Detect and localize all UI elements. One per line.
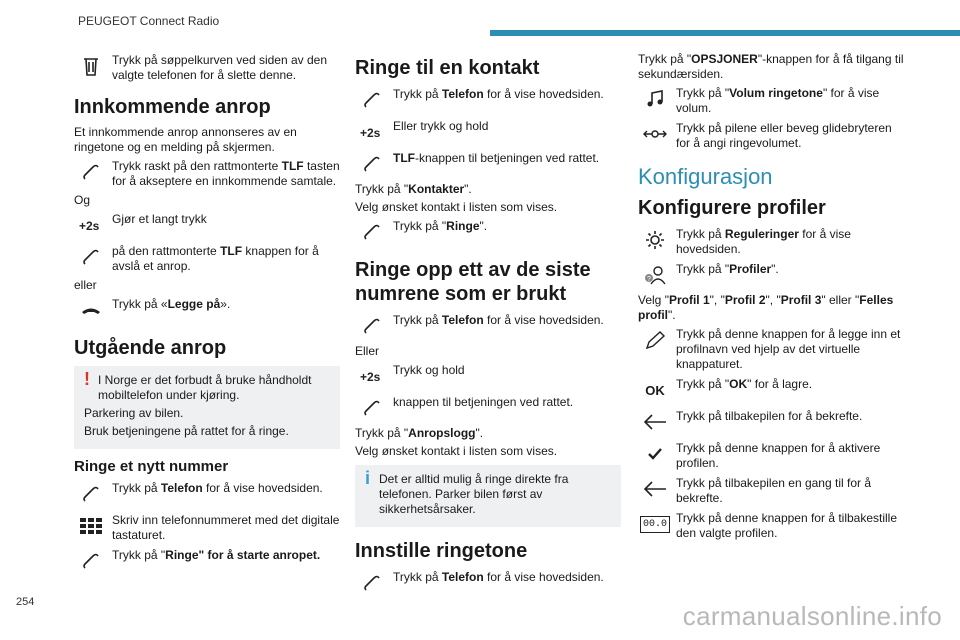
checkmark-icon: [638, 440, 672, 468]
heading-config: Konfigurasjon: [638, 164, 773, 189]
phone-icon: [74, 480, 108, 508]
heading-incoming: Innkommende anrop: [74, 96, 271, 118]
warning-line-2: Parkering av bilen.: [84, 406, 184, 420]
wheel-text: knappen til betjeningen ved rattet.: [393, 395, 574, 409]
heading-new-number: Ringe et nytt nummer: [74, 458, 229, 475]
phone-bold: Telefon: [160, 481, 203, 495]
phone-icon: [355, 312, 389, 340]
hold-or-text: Eller trykk og hold: [393, 119, 489, 133]
warning-icon: !: [84, 369, 90, 389]
heading-ringtone: Innstille ringetone: [355, 540, 528, 562]
hangup-b: ».: [220, 297, 231, 311]
svg-text:?: ?: [647, 276, 651, 283]
ok-bold: OK: [729, 377, 748, 391]
options-bold: OPSJONER: [691, 52, 758, 66]
tlf-b: -knappen til betjeningen ved rattet.: [415, 151, 600, 165]
hangup-bold: Legge på: [167, 297, 221, 311]
choose-text-2: Velg ønsket kontakt i listen som vises.: [355, 444, 558, 458]
options-a: Trykk på ": [638, 52, 692, 66]
tlf-text-a: Trykk raskt på den rattmonterte: [112, 159, 282, 173]
long-press-text: Gjør et langt trykk: [112, 212, 207, 226]
options-b: "-knappen for å få tilgang til sekundærsiden.: [638, 52, 904, 81]
choose-a: Velg ": [638, 293, 669, 307]
phone-bold: Telefon: [441, 87, 484, 101]
profile-icon: [638, 261, 672, 289]
contacts-a: Trykk på ": [355, 182, 409, 196]
log-bold: Anropslogg: [408, 426, 476, 440]
ring-step: [355, 218, 621, 246]
ok-b: " for å lagre.: [747, 377, 813, 391]
phone-icon: [74, 158, 108, 186]
svg-text:+2s: +2s: [360, 370, 381, 384]
phone-step: [355, 86, 621, 114]
info-text: Det er alltid mulig å ringe direkte fra telefonen. Parker bilen først av sikkerhetsårsaker.: [379, 472, 569, 516]
reset-icon-label: 00.0: [640, 516, 670, 533]
long-press-2s-icon: [355, 362, 389, 390]
ok-step: [638, 376, 904, 404]
sep3: " eller ": [821, 293, 860, 307]
phone-icon: [355, 218, 389, 246]
tlf-accept-step: [74, 158, 340, 189]
phone-icon: [355, 86, 389, 114]
volume-step: [638, 85, 904, 116]
music-note-icon: [638, 85, 672, 113]
ok-icon-label: OK: [645, 382, 665, 398]
ring-a: Trykk på ": [393, 219, 447, 233]
tlf-bold: TLF: [393, 151, 415, 165]
tlf-step: [355, 150, 621, 178]
back-step-2: [638, 475, 904, 506]
settings-b: for å vise hovedsiden.: [676, 227, 851, 256]
svg-text:+2s: +2s: [79, 219, 100, 233]
choose-b: ".: [668, 308, 676, 322]
back-arrow-icon: [638, 408, 672, 436]
hold-step: [355, 118, 621, 146]
watermark: carmanualsonline.info: [682, 601, 942, 631]
trash-step: [74, 52, 340, 83]
ok-icon: [638, 376, 672, 404]
phone-bold: Telefon: [441, 570, 484, 584]
activate-step: [638, 440, 904, 471]
tlf-reject-step: [74, 243, 340, 274]
reset-icon: [638, 510, 672, 538]
trash-text: Trykk på søppelkurven ved siden av den valgte telefonen for å slette denne.: [112, 53, 327, 82]
ring-bold: Ringe: [446, 219, 480, 233]
choose-text: Velg ønsket kontakt i listen som vises.: [355, 200, 558, 214]
phone-a: Trykk på: [112, 481, 161, 495]
phone-icon: [355, 150, 389, 178]
back-text-1: Trykk på tilbakepilen for å bekrefte.: [676, 409, 863, 423]
slider-arrows-icon: [638, 120, 672, 148]
phone-b: for å vise hovedsiden.: [483, 570, 604, 584]
tlf-bold: TLF: [281, 159, 304, 173]
profiler-bold: Profiler: [729, 262, 772, 276]
page-number: 254: [16, 596, 35, 608]
settings-step: [638, 226, 904, 257]
press-hold-step: [355, 362, 621, 390]
slider-step: [638, 120, 904, 151]
vol-b: " for å vise volum.: [676, 86, 880, 115]
column-right: [638, 52, 904, 545]
pen-step: [638, 326, 904, 372]
phone-bold: Telefon: [441, 313, 484, 327]
column-middle: [355, 52, 621, 601]
profiler-b: ".: [771, 262, 779, 276]
phone-b: for å vise hovedsiden.: [483, 313, 604, 327]
phone-step: [74, 480, 340, 508]
gear-icon: [638, 226, 672, 254]
info-icon: i: [365, 468, 371, 488]
keypad-icon: [74, 512, 108, 540]
call-step: [74, 547, 340, 575]
profil-1: Profil 1: [668, 293, 710, 307]
tlf2-bold: TLF: [220, 244, 243, 258]
column-left: [74, 52, 340, 579]
phone-icon: [74, 547, 108, 575]
log-a: Trykk på ": [355, 426, 409, 440]
warning-line-1: I Norge er det forbudt å bruke håndholdt mobiltelefon under kjøring.: [98, 373, 312, 402]
felles-profil: Felles profil: [638, 293, 894, 322]
back-arrow-icon: [638, 475, 672, 503]
phone-icon: [355, 569, 389, 597]
warning-line-3: Bruk betjeningene på rattet for å ringe.: [84, 424, 289, 438]
arrows-text: Trykk på pilene eller beveg glidebryteren for å angi ringevolumet.: [676, 121, 892, 150]
phone-a: Trykk på: [393, 313, 442, 327]
tlf2-b: knappen for å avslå et anrop.: [112, 244, 319, 273]
activate-text: Trykk på denne knappen for å aktivere profilen.: [676, 441, 881, 470]
header-accent-bar: [490, 30, 960, 36]
log-b: ".: [475, 426, 484, 440]
pen-icon: [638, 326, 672, 354]
phone-step: [355, 312, 621, 340]
settings-bold: Reguleringer: [724, 227, 799, 241]
wheel-step: [355, 394, 621, 422]
info-box: [355, 465, 621, 527]
call-bold: Ringe" for å starte anropet.: [165, 548, 321, 562]
vol-bold: Volum ringetone: [729, 86, 823, 100]
tlf2-a: på den rattmonterte: [112, 244, 221, 258]
incoming-intro: Et innkommende anrop annonseres av en ringetone og en melding på skjermen.: [74, 125, 297, 154]
running-header: PEUGEOT Connect Radio: [78, 14, 220, 28]
heading-outgoing: Utgående anrop: [74, 337, 227, 359]
phone-icon: [355, 394, 389, 422]
phone-b: for å vise hovedsiden.: [483, 87, 604, 101]
pen-text: Trykk på denne knappen for å legge inn et profilnavn ved hjelp av det virtuelle knappaturet.: [676, 327, 901, 371]
phone-a: Trykk på: [393, 87, 442, 101]
eller-text: Eller: [355, 344, 380, 358]
vol-a: Trykk på ": [676, 86, 730, 100]
og-text: Og: [74, 193, 91, 207]
long-press-step: [74, 211, 340, 239]
heading-recent: Ringe opp ett av de siste numrene som er brukt: [355, 259, 591, 305]
sep1: ", ": [709, 293, 725, 307]
call-a: Trykk på ": [112, 548, 166, 562]
ring-b: ".: [479, 219, 488, 233]
hangup-a: Trykk på «: [112, 297, 168, 311]
eller-text: eller: [74, 278, 97, 292]
profil-3: Profil 3: [780, 293, 822, 307]
profiler-a: Trykk på ": [676, 262, 730, 276]
trash-icon: [74, 52, 108, 80]
long-press-2s-icon: [74, 211, 108, 239]
profiler-step: [638, 261, 904, 289]
svg-text:+2s: +2s: [360, 126, 381, 140]
heading-profiles: Konfigurere profiler: [638, 197, 826, 219]
reset-step: [638, 510, 904, 541]
keypad-step: [74, 512, 340, 543]
tlf-text-b: tasten for å akseptere en innkommende samtale.: [112, 159, 340, 188]
phone-step: [355, 569, 621, 597]
press-hold-text: Trykk og hold: [393, 363, 465, 377]
contacts-bold: Kontakter: [408, 182, 465, 196]
keypad-text: Skriv inn telefonnummeret med det digitale tastaturet.: [112, 513, 340, 542]
long-press-2s-icon: [355, 118, 389, 146]
phone-a: Trykk på: [393, 570, 442, 584]
sep2: ", ": [765, 293, 781, 307]
heading-contact: Ringe til en kontakt: [355, 57, 540, 79]
hangup-step: [74, 296, 340, 324]
hang-up-icon: [74, 296, 108, 324]
phone-b: for å vise hovedsiden.: [202, 481, 323, 495]
warning-box: [74, 366, 340, 449]
contacts-b: ".: [464, 182, 472, 196]
reset-text: Trykk på denne knappen for å tilbakestille den valgte profilen.: [676, 511, 898, 540]
back-text-2: Trykk på tilbakepilen en gang til for å bekrefte.: [676, 476, 871, 505]
phone-icon: [74, 243, 108, 271]
profil-2: Profil 2: [724, 293, 766, 307]
ok-a: Trykk på ": [676, 377, 730, 391]
settings-a: Trykk på: [676, 227, 725, 241]
back-step-1: [638, 408, 904, 436]
